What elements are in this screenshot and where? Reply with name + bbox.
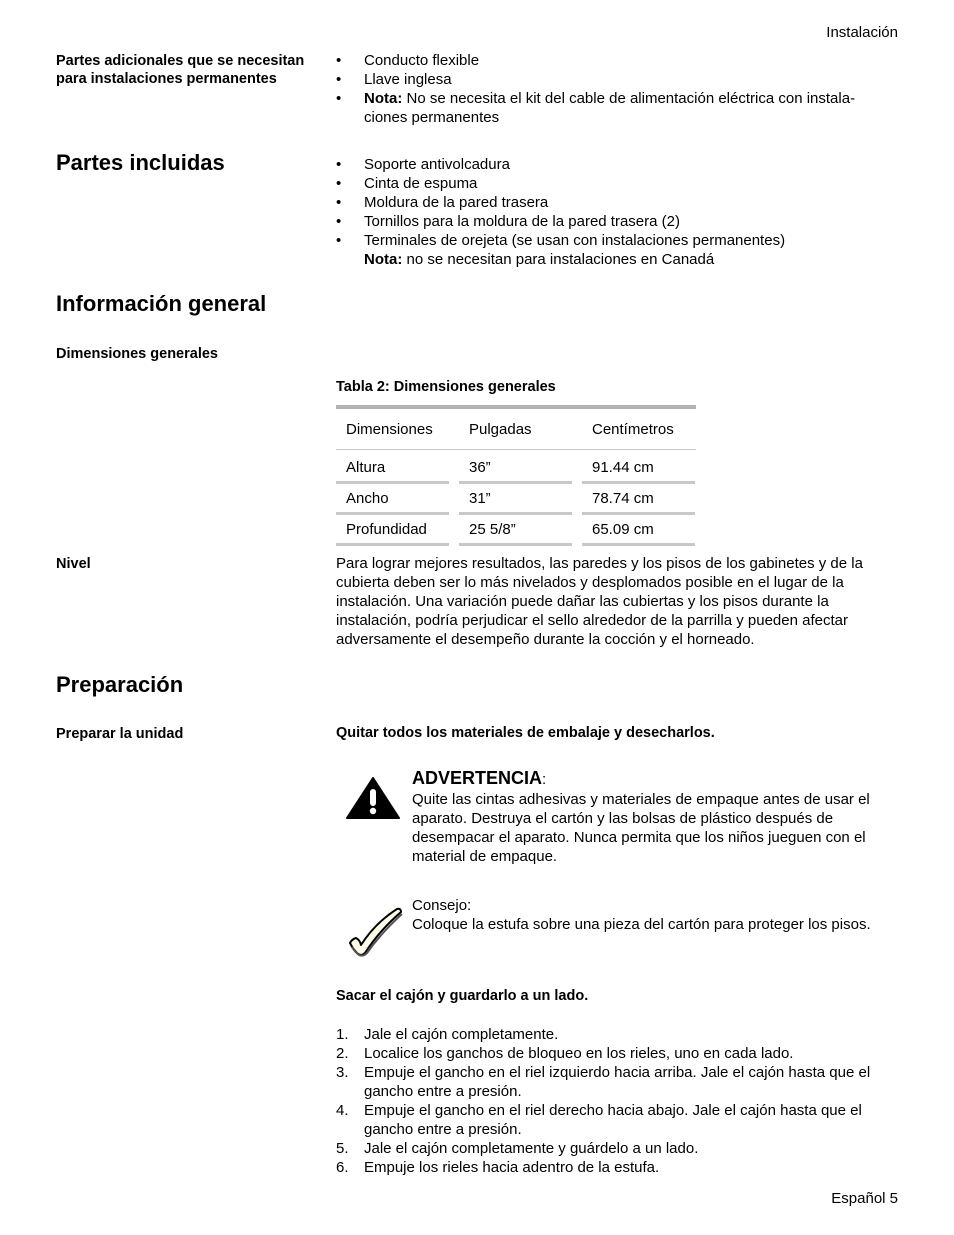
drawer-title: Sacar el cajón y guardarlo a un lado. bbox=[336, 988, 589, 1004]
note-label: Nota: bbox=[364, 251, 403, 268]
drawer-steps bbox=[336, 1025, 896, 1177]
list-item: • Cinta de espuma bbox=[336, 175, 478, 192]
table-cell: 36” bbox=[459, 453, 572, 484]
list-item: • Soporte antivolcadura bbox=[336, 156, 510, 173]
list-item: • Tornillos para la moldura de la pared trasera (2) bbox=[336, 213, 680, 230]
list-item: 6. Empuje los rieles hacia adentro de la estufa. bbox=[336, 1159, 660, 1176]
warning-title: ADVERTENCIA: bbox=[412, 768, 547, 788]
table-cell: Ancho bbox=[336, 484, 449, 515]
level-label: Nivel bbox=[56, 556, 91, 572]
list-item: 2. Localice los ganchos de bloqueo en los rieles, uno en cada lado. bbox=[336, 1045, 794, 1062]
table-cell: 25 5/8” bbox=[459, 515, 572, 546]
list-item: 5. Jale el cajón completamente y guárdelo a un lado. bbox=[336, 1140, 699, 1157]
table-cell: 91.44 cm bbox=[582, 453, 695, 484]
prep-step-title: Quitar todos los materiales de embalaje y desecharlos. bbox=[336, 725, 715, 741]
table-cell: Altura bbox=[336, 453, 449, 484]
included-list-wrap bbox=[336, 155, 896, 269]
table-cell: 31” bbox=[459, 484, 572, 515]
note-text: no se necesitan para instalaciones en Canadá bbox=[402, 251, 715, 268]
column-header: Centímetros bbox=[592, 420, 674, 438]
level-text: Para lograr mejores resultados, las paredes y los pisos de los gabinetes y de la cubierta deben ser lo más nivelados y desplomados posible en el lugar de la instalación. Una variación puede dañar las cubiertas y los pisos durante la instalación, podría perjudicar el sello alrededor de la parrilla y pueden afectar adversamente el desempeño durante la cocción y el horneado. bbox=[336, 555, 863, 648]
tip-title: Consejo: bbox=[412, 897, 472, 914]
list-item: 4. Empuje el gancho en el riel derecho hacia abajo. Jale el cajón hasta que el gancho entre a presión. bbox=[336, 1102, 862, 1138]
page-footer-number: Español 5 bbox=[831, 1190, 898, 1207]
table-cell: Profundidad bbox=[336, 515, 449, 546]
dimensions-label: Dimensiones generales bbox=[56, 346, 218, 362]
table-header-row bbox=[336, 409, 696, 450]
list-item: • Llave inglesa bbox=[336, 71, 452, 88]
list-item: • Moldura de la pared trasera bbox=[336, 194, 549, 211]
list-item: 3. Empuje el gancho en el riel izquierdo hacia arriba. Jale el cajón hasta que el gancho entre a presión. bbox=[336, 1064, 871, 1100]
extra-parts-label: Partes adicionales que se necesitan para instalaciones permanentes bbox=[56, 53, 305, 87]
table-title: Tabla 2: Dimensiones generales bbox=[336, 379, 556, 395]
table-cell: 78.74 cm bbox=[582, 484, 695, 515]
general-heading: Información general bbox=[56, 291, 267, 316]
column-header: Dimensiones bbox=[346, 420, 433, 438]
extra-parts-list bbox=[336, 51, 896, 127]
column-header: Pulgadas bbox=[469, 420, 532, 438]
prep-unit-label: Preparar la unidad bbox=[56, 726, 184, 742]
checkmark-icon bbox=[347, 905, 403, 957]
list-item: 1. Jale el cajón completamente. bbox=[336, 1026, 559, 1043]
warning-icon bbox=[345, 776, 401, 820]
included-list bbox=[336, 155, 896, 269]
list-item: • Nota: No se necesita el kit del cable de alimentación eléctrica con instala-ciones permanentes bbox=[336, 90, 856, 126]
table-row bbox=[336, 515, 696, 546]
list-item: • Conducto flexible bbox=[336, 52, 480, 69]
table-cell: 65.09 cm bbox=[582, 515, 695, 546]
page-header-section: Instalación bbox=[826, 24, 898, 41]
prep-heading: Preparación bbox=[56, 672, 184, 697]
included-heading: Partes incluidas bbox=[56, 150, 225, 175]
extra-parts-list-wrap bbox=[336, 51, 896, 127]
warning-text: Quite las cintas adhesivas y materiales de empaque antes de usar el aparato. Destruya el cartón y las bolsas de plástico después de desempacar el aparato. Nunca permita que los niños jueguen con el material de empaque. bbox=[412, 791, 870, 865]
drawer-steps-wrap bbox=[336, 1025, 896, 1177]
dimensions-table bbox=[336, 405, 696, 546]
list-item: • Terminales de orejeta (se usan con instalaciones permanentes) Nota: no se necesitan para instalaciones en Canadá bbox=[336, 232, 786, 268]
table-row bbox=[336, 484, 696, 515]
table-row bbox=[336, 453, 696, 484]
tip-text: Coloque la estufa sobre una pieza del cartón para proteger los pisos. bbox=[412, 916, 871, 933]
